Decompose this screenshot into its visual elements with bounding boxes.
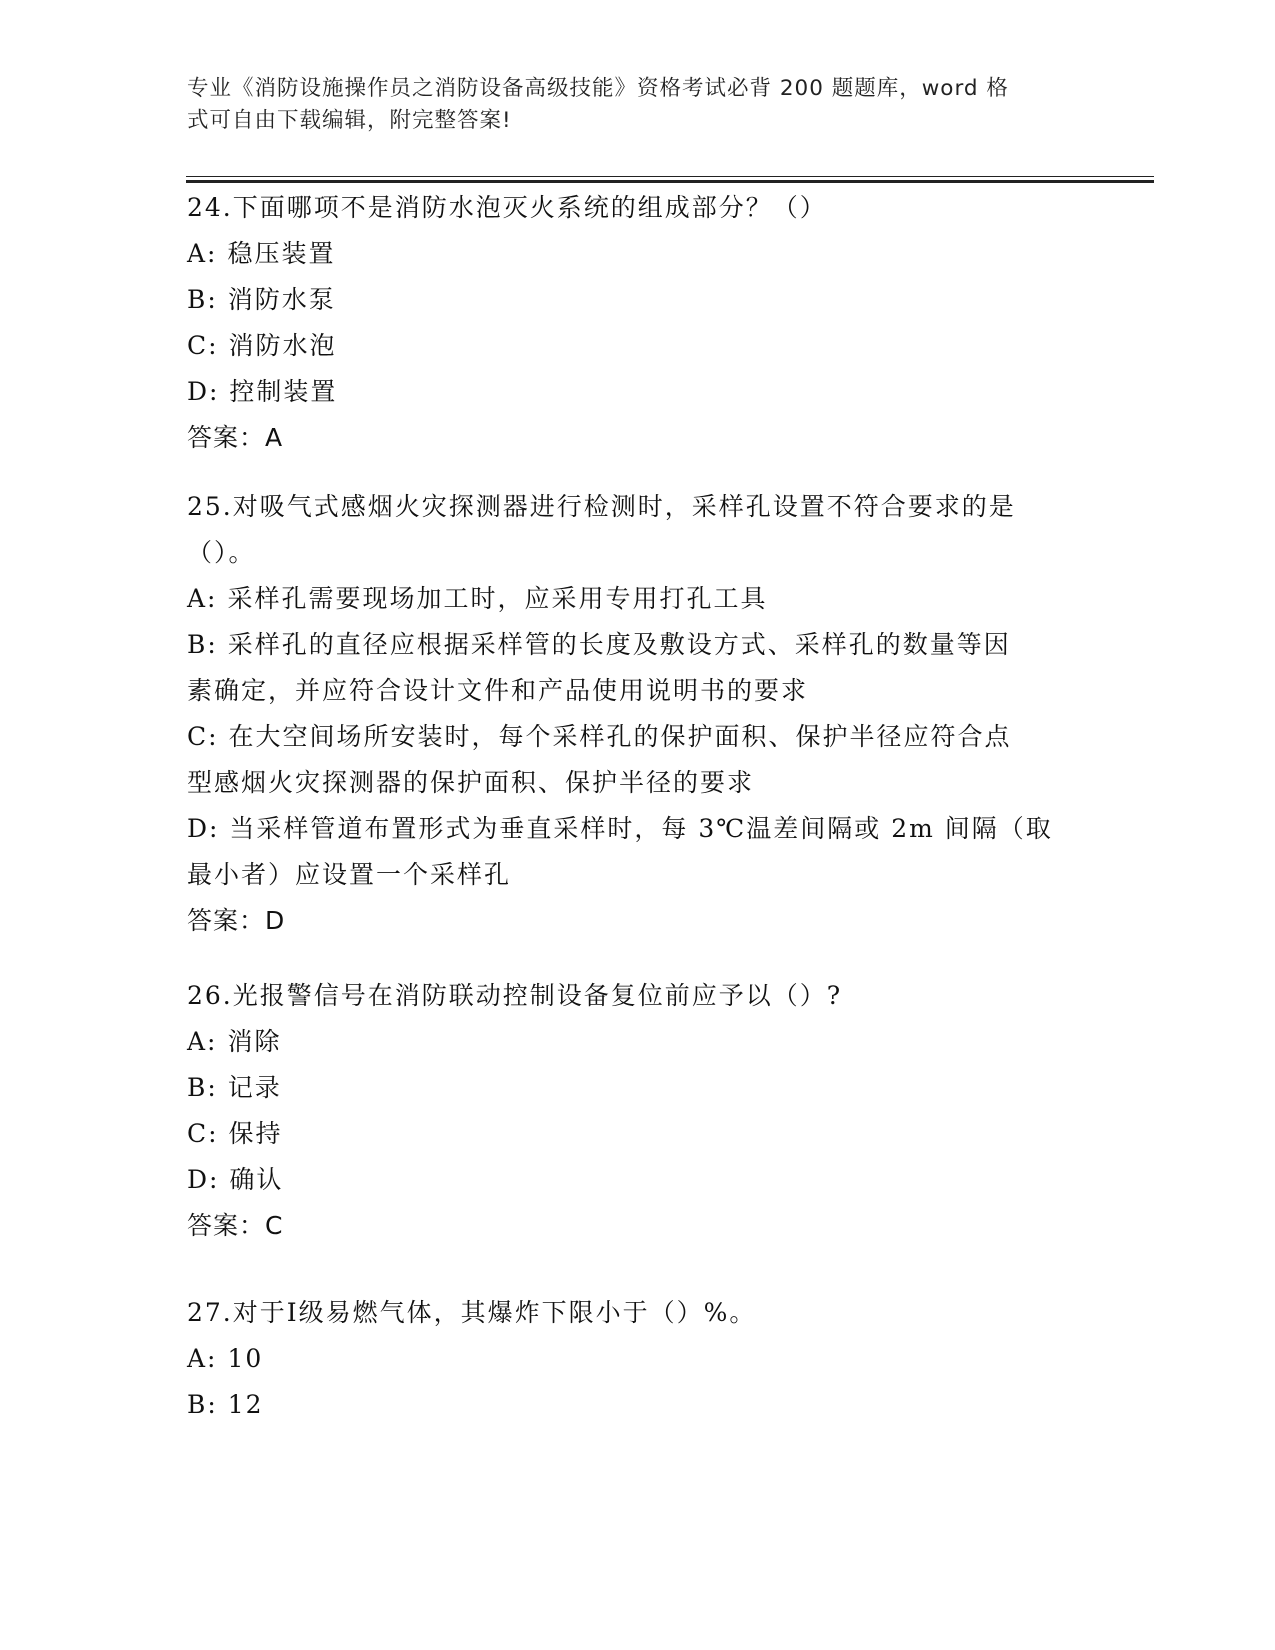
option-a: A: 采样孔需要现场加工时，应采用专用打孔工具 <box>187 584 768 613</box>
question-26 <box>187 973 1087 1249</box>
option-a: A: 稳压装置 <box>187 239 336 268</box>
header-divider-thick <box>186 180 1154 183</box>
answer: 答案：D <box>187 906 286 935</box>
question-text: 27.对于Ⅰ级易燃气体，其爆炸下限小于（）%。 <box>187 1298 757 1327</box>
option-d: D: 控制装置 <box>187 377 338 406</box>
question-27 <box>187 1290 1087 1428</box>
question-text: 25.对吸气式感烟火灾探测器进行检测时，采样孔设置不符合要求的是 <box>187 492 1016 521</box>
question-text: 26.光报警信号在消防联动控制设备复位前应予以（）? <box>187 981 843 1010</box>
option-c: C: 消防水泡 <box>187 331 337 360</box>
option-a: A: 消除 <box>187 1027 282 1056</box>
answer: 答案：C <box>187 1211 284 1240</box>
option-d: D: 当采样管道布置形式为垂直采样时，每 3℃温差间隔或 2m 间隔（取 <box>187 814 1053 843</box>
header-divider-thin <box>186 176 1154 177</box>
option-b: B: 消防水泵 <box>187 285 336 314</box>
header-line-1: 专业《消防设施操作员之消防设备高级技能》资格考试必背 200 题题库，word 格 <box>187 76 1009 101</box>
header-line-2: 式可自由下载编辑，附完整答案! <box>187 108 512 133</box>
option-b: B: 12 <box>187 1390 264 1419</box>
option-a: A: 10 <box>187 1344 264 1373</box>
question-text: 24.下面哪项不是消防水泡灭火系统的组成部分？（） <box>187 193 827 222</box>
option-c: C: 保持 <box>187 1119 283 1148</box>
question-text-cont: （）。 <box>187 538 256 567</box>
option-b: B: 记录 <box>187 1073 282 1102</box>
option-d: D: 确认 <box>187 1165 284 1194</box>
question-24 <box>187 185 1087 461</box>
option-d-cont: 最小者）应设置一个采样孔 <box>187 860 512 889</box>
document-header <box>187 73 1067 137</box>
option-b: B: 采样孔的直径应根据采样管的长度及敷设方式、采样孔的数量等因 <box>187 630 1011 659</box>
question-25 <box>187 484 1087 944</box>
answer: 答案：A <box>187 423 284 452</box>
option-c-cont: 型感烟火灾探测器的保护面积、保护半径的要求 <box>187 768 755 797</box>
option-c: C: 在大空间场所安装时，每个采样孔的保护面积、保护半径应符合点 <box>187 722 1012 751</box>
option-b-cont: 素确定，并应符合设计文件和产品使用说明书的要求 <box>187 676 809 705</box>
